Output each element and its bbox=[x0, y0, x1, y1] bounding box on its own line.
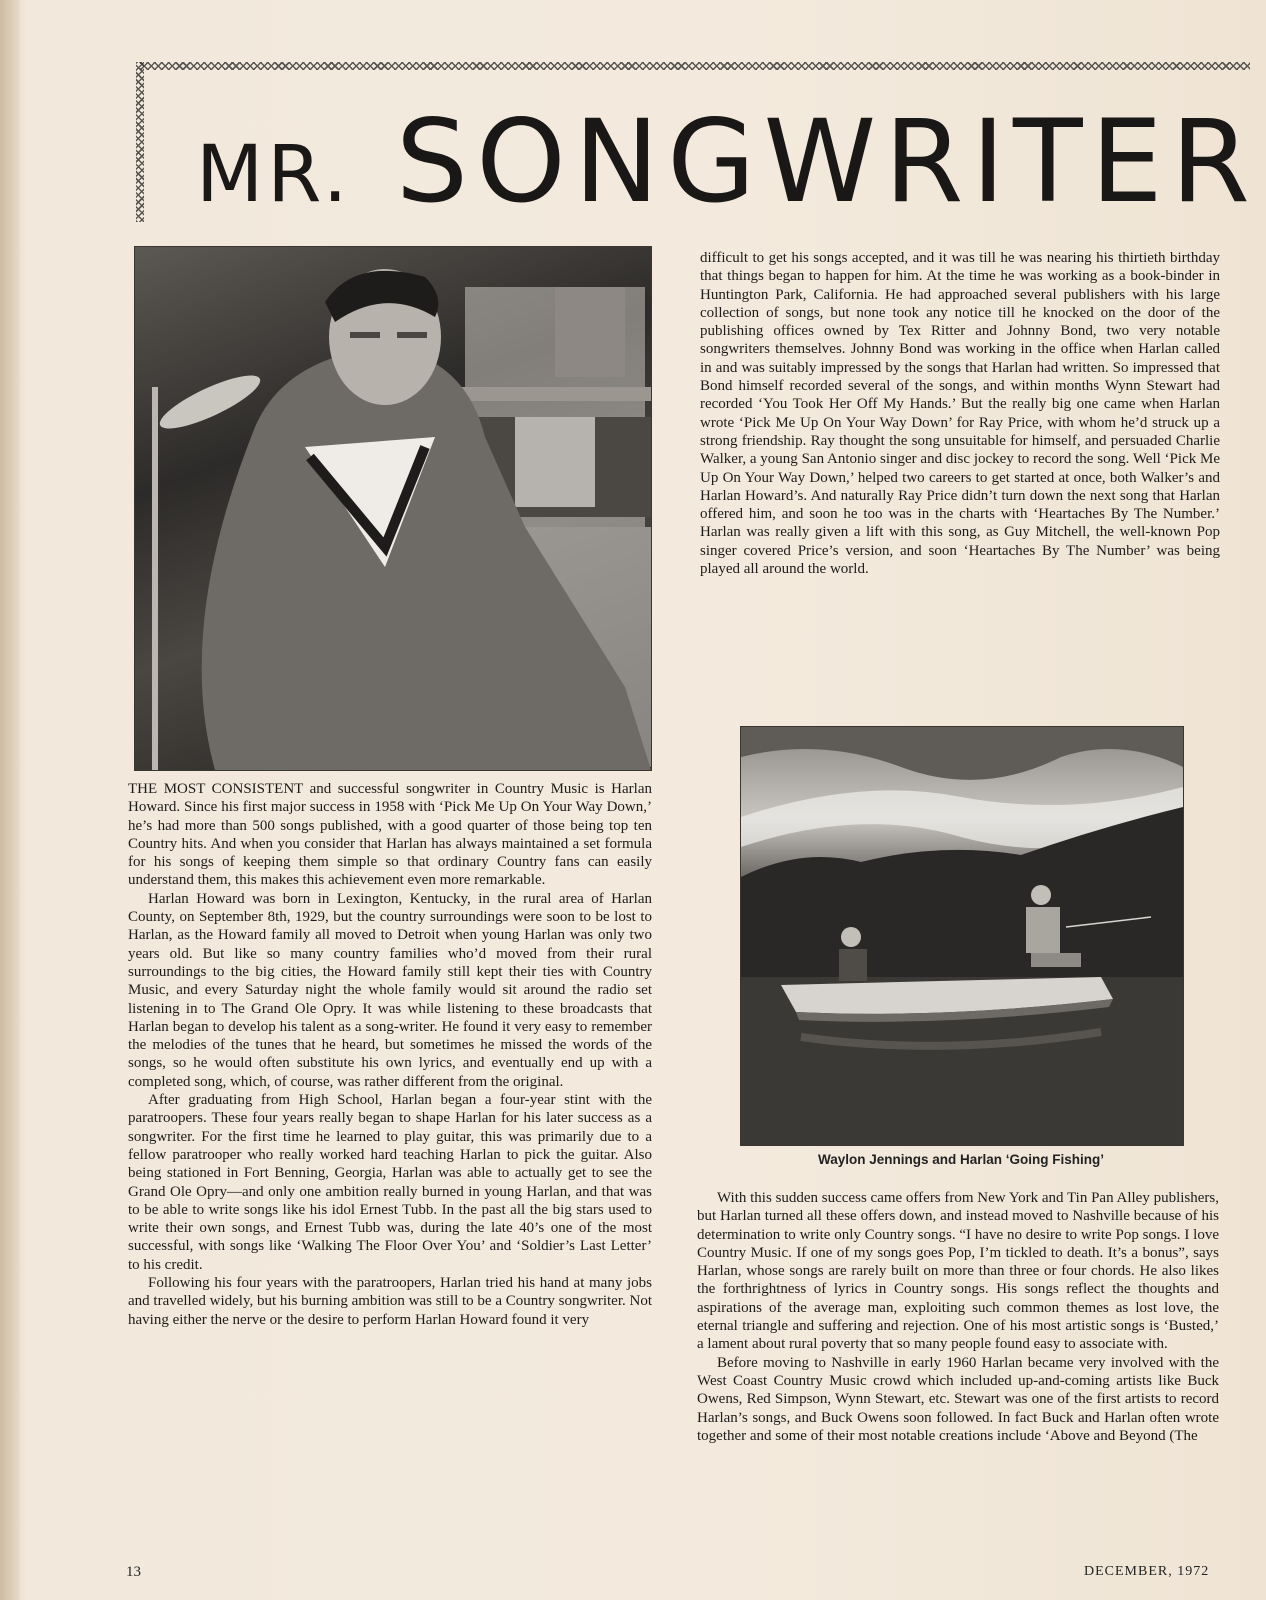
zigzag-border-top bbox=[140, 62, 1250, 70]
portrait-photo bbox=[134, 246, 652, 771]
paragraph-1: and successful songwriter in Country Music is Harlan Howard. Since his first major success in 1958 with ‘Pick Me Up On Your Way Down,’ he’s had more than 500 songs published, with a good quarter of those being top ten Country hits. And when you consider that Harlan has always maintained a set formula for his songs of keeping them simple so that ordinary Country fans can easily understand them, this makes this achievement even more remarkable. bbox=[128, 781, 652, 889]
fishing-photo-caption: Waylon Jennings and Harlan ‘Going Fishing’ bbox=[817, 1152, 1105, 1167]
article-column-2-bottom bbox=[697, 1189, 1219, 1445]
article-column-2-top: difficult to get his songs accepted, and it was till he was nearing his thirtieth birthday that things began to happen for him. At the time he was working as a book-binder in Huntington Park, California. He had approached several publishers with his large collection of songs, but none took any notice till he knocked on the door of the publishing offices owned by Tex Ritter and Johnny Bond, two very notable songwriters themselves. Johnny Bond was working in the office when Harlan called in and was suitably impressed by the songs that Harlan had written. So impressed that Bond himself recorded several of the songs, and within months Wynn Stewart had recorded ‘You Took Her Off My Hands.’ But the really big one came when Harlan wrote ‘Pick Me Up On Your Way Down’ for Ray Price, with whom he’d struck up a strong friendship. Ray thought the song unsuitable for himself, and persuaded Charlie Walker, a young San Antonio singer and disc jockey to record the song. Well ‘Pick Me Up On Your Way Down,’ helped two careers to get started at once, both Walker’s and Harlan Howard’s. And naturally Ray Price didn’t turn down the next song that Harlan offered him, and soon he too was in the charts with ‘Heartaches By The Number.’ Harlan was really given a lift with this song, as Guy Mitchell, the well-known Pop singer covered Price’s version, and soon ‘Heartaches By The Number’ was being played all around the world. bbox=[700, 250, 1220, 578]
title-prefix: MR. bbox=[196, 130, 352, 220]
article-title bbox=[196, 92, 1258, 232]
fishing-photo-illustration bbox=[741, 727, 1183, 1145]
paragraph-7: Before moving to Nashville in early 1960 Harlan became very involved with the West Coast Country Music crowd which included up-and-coming artists like Buck Owens, Red Simpson, Wynn Stewart, etc. Stewart was one of the first artists to record Harlan’s songs, and Buck Owens soon followed. In fact Buck and Harlan often wrote together and some of their most notable creations include ‘Above and Beyond (The bbox=[697, 1354, 1219, 1444]
paragraph-4: Following his four years with the paratroopers, Harlan tried his hand at many jobs and travelled widely, but his burning ambition was still to be a Country songwriter. Not having either the nerve or the desire to perform Harlan Howard found it very bbox=[128, 1275, 652, 1328]
lead-paragraph bbox=[128, 780, 652, 890]
paragraph-3: After graduating from High School, Harlan began a four-year stint with the paratroopers. These four years really began to shape Harlan for his later success as a songwriter. For the first time he learned to play guitar, this was primarily due to a fellow paratrooper who really worked hard teaching Harlan to pick the guitar. Also being stationed in Fort Benning, Georgia, Harlan was able to actually get to see the Grand Ole Opry—and only one ambition really burned in young Harlan, and that was to be able to write songs like his idol Ernest Tubb. In the past all the big stars used to write their own songs, and Ernest Tubb was, during the late 40’s one of the most successful, with songs like ‘Walking The Floor Over You’ and ‘Soldier’s Last Letter’ to his credit. bbox=[128, 1092, 652, 1273]
portrait-photo-illustration bbox=[135, 247, 651, 770]
title-main: SONGWRITER bbox=[395, 95, 1258, 228]
zigzag-border-left bbox=[136, 62, 144, 222]
article-column-1 bbox=[128, 780, 652, 1329]
paragraph-2: Harlan Howard was born in Lexington, Kentucky, in the rural area of Harlan County, on September 8th, 1929, but the country surroundings were soon to be lost to Harlan, as the Howard family all moved to Detroit when young Harlan was only two years old. But like so many country families who’d moved from their rural surroundings to the big cities, the Howard family still kept their ties with Country Music, and every Saturday night the whole family would sit around the radio set listening in to The Grand Ole Opry. It was while listening to these broadcasts that Harlan began to develop his talent as a song-writer. He found it very easy to remember the melodies of the tunes that he heard, but sometimes he missed the words of the songs, so he would often substitute his own lyrics, and eventually end up with a completed song, which, of course, was rather different from the original. bbox=[128, 890, 652, 1090]
lead-in: THE MOST CONSISTENT bbox=[128, 781, 304, 797]
issue-date: DECEMBER, 1972 bbox=[1084, 1564, 1210, 1579]
page-number: 13 bbox=[126, 1564, 141, 1580]
paragraph-6: With this sudden success came offers from New York and Tin Pan Alley publishers, but Harlan turned all these offers down, and instead moved to Nashville because of his determination to write only Country songs. “I have no desire to write Pop songs. I love Country Music. If one of my songs goes Pop, I’m tickled to death. It’s a bonus”, says Harlan, whose songs are rarely built on more than three or four chords. He also likes the forthrightness of lyrics in Country songs. His songs reflect the thoughts and aspirations of the average man, exploiting such common themes as lost love, the eternal triangle and suffering and rejection. One of his most artistic songs is ‘Busted,’ a lament about rural poverty that so many people found easy to associate with. bbox=[697, 1190, 1219, 1353]
page-spine bbox=[0, 0, 20, 1600]
fishing-photo bbox=[740, 726, 1184, 1146]
